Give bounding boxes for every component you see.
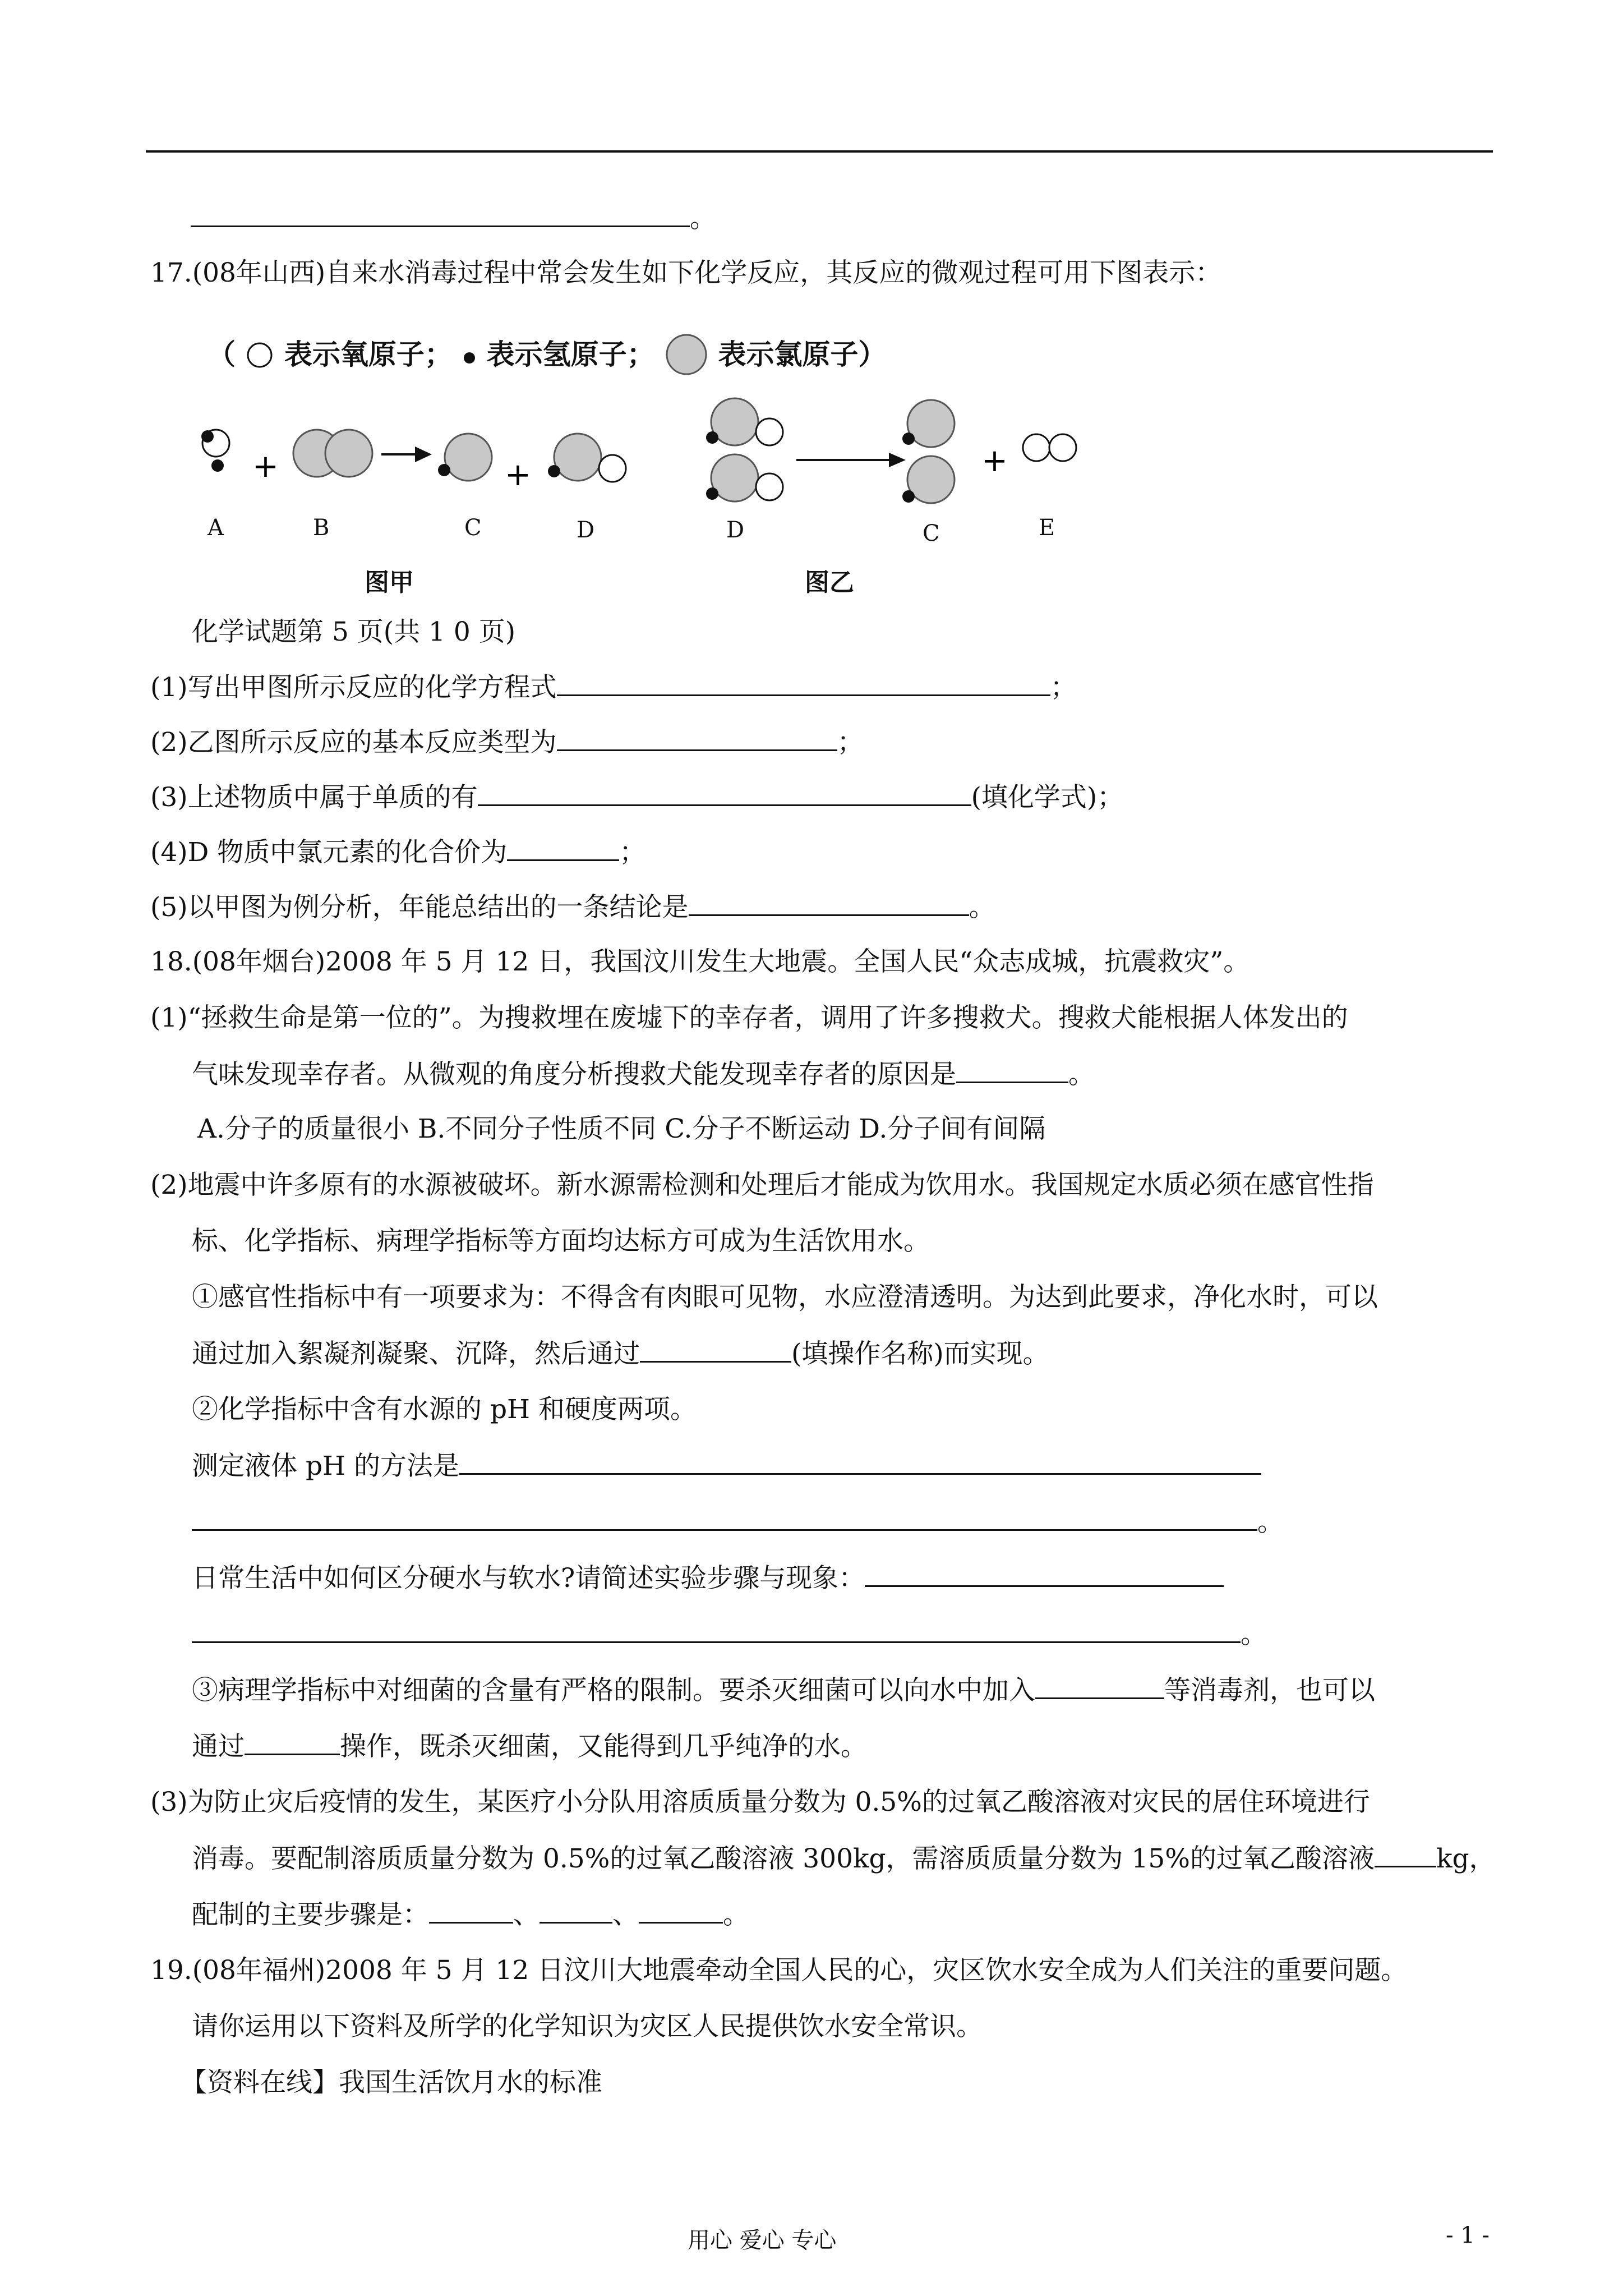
- question-18-2-cont: 标、化学指标、病理学指标等方面均达标方可成为生活饮用水。: [192, 1226, 930, 1257]
- question-18-2-hardness: 日常生活中如何区分硬水与软水?请简述实验步骤与现象：: [192, 1562, 1224, 1595]
- question-18-2-ph-cont: 。: [192, 1506, 1284, 1539]
- oxygen-atom-icon: [245, 341, 274, 370]
- question-19: 19.(08年福州)2008 年 5 月 12 日汶川大地震牵动全国人民的心，灾区饮水安全成为人们关注的重要问题。: [150, 1955, 1408, 1986]
- question-17: 17.(08年山西)自来水消毒过程中常会发生如下化学反应，其反应的微观过程可用下图表示：: [150, 257, 1222, 288]
- question-19-cont: 请你运用以下资料及所学的化学知识为灾区人民提供饮水安全常识。: [192, 2011, 983, 2042]
- answer-blank: [557, 726, 837, 751]
- molecule-c-pair: [902, 400, 955, 503]
- question-18-1-options: A.分子的质量很小 B.不同分子性质不同 C.分子不断运动 D.分子间有间隔: [197, 1114, 1046, 1144]
- molecule-b: [293, 430, 372, 477]
- molecule-d: [548, 434, 626, 482]
- label-a: A: [208, 515, 224, 541]
- question-18-2-item1-cont: 通过加入絮凝剂凝聚、沉降，然后通过 (填操作名称)而实现。: [192, 1338, 1049, 1369]
- question-18-2-item3-cont: 通过 操作，既杀灭细菌，又能得到几乎纯净的水。: [192, 1731, 867, 1762]
- answer-blank: [1035, 1674, 1164, 1699]
- reaction-diagram: [191, 387, 1144, 555]
- figure-caption-jia: 图甲: [365, 568, 414, 597]
- answer-blank: [192, 1506, 1257, 1531]
- answer-blank: [245, 1730, 340, 1755]
- question-18-3-cont: 消毒。要配制溶质质量分数为 0.5%的过氧乙酸溶液 300kg，需溶质质量分数为 15%的过氧乙酸溶液 kg，: [192, 1843, 1496, 1874]
- question-17-4: (4)D 物质中氯元素的化合价为 ；: [150, 837, 646, 868]
- answer-blank: [429, 1898, 513, 1924]
- answer-blank: [639, 1898, 723, 1924]
- question-18-2-hardness-cont: 。: [192, 1618, 1267, 1651]
- answer-blank: [689, 891, 969, 916]
- question-18-2-item3: ③病理学指标中对细菌的含量有严格的限制。要杀灭细菌可以向水中加入 等消毒剂，也可以: [192, 1675, 1375, 1706]
- answer-blank: [1375, 1842, 1436, 1867]
- label-c: C: [923, 521, 940, 546]
- label-d: D: [726, 517, 745, 543]
- header-rule: [146, 150, 1493, 153]
- answer-blank: [640, 1337, 791, 1363]
- plus-sign: +: [252, 448, 279, 485]
- molecule-d-pair: [706, 398, 783, 501]
- answer-blank: [956, 1058, 1068, 1083]
- answer-blank: [459, 1450, 1261, 1475]
- label-b: B: [313, 515, 330, 541]
- question-17-2: (2)乙图所示反应的基本反应类型为 ；: [150, 727, 864, 758]
- molecule-c: [438, 434, 492, 481]
- molecule-a: [201, 430, 229, 472]
- hydrogen-atom-icon: [462, 351, 477, 365]
- question-18-2-item2: ②化学指标中含有水源的 pH 和硬度两项。: [192, 1394, 697, 1425]
- chlorine-atom-icon: [665, 333, 708, 376]
- question-18-2-ph: 测定液体 pH 的方法是: [192, 1450, 1261, 1483]
- answer-blank: [191, 202, 690, 227]
- question-18-1-cont: 气味发现幸存者。从微观的角度分析搜救犬能发现幸存者的原因是 。: [192, 1059, 1095, 1090]
- reaction-arrow: [796, 453, 906, 467]
- page-number: - 1 -: [1446, 2223, 1490, 2248]
- question-18-2: (2)地震中许多原有的水源被破坏。新水源需检测和处理后才能成为饮用水。我国规定水质必须在感官性指: [150, 1170, 1374, 1200]
- page-note: 化学试题第 5 页(共 1 0 页): [192, 616, 516, 647]
- answer-blank: [192, 1618, 1241, 1643]
- answer-blank: [478, 781, 971, 806]
- question-17-1: (1)写出甲图所示反应的化学方程式 ；: [150, 672, 1077, 703]
- question-19-resource: 【资料在线】我国生活饮月水的标准: [181, 2067, 602, 2098]
- molecule-e: [1023, 434, 1076, 461]
- continuation-line: 。: [191, 202, 716, 235]
- answer-blank: [557, 671, 1050, 696]
- footer-motto: 用心 爱心 专心: [688, 2228, 837, 2253]
- diagram-legend: （ 表示氧原子； 表示氢原子； 表示氯原子）: [208, 332, 887, 376]
- answer-blank: [540, 1898, 612, 1924]
- label-c: C: [464, 515, 482, 541]
- question-18-3-steps: 配制的主要步骤是： 、 、 。: [192, 1899, 749, 1930]
- label-d: D: [577, 517, 595, 543]
- label-e: E: [1039, 515, 1055, 541]
- question-17-3: (3)上述物质中属于单质的有 (填化学式)；: [150, 782, 1124, 813]
- question-18-2-item1: ①感官性指标中有一项要求为：不得含有肉眼可见物，水应澄清透明。为达到此要求，净化水时，可以: [192, 1282, 1378, 1313]
- plus-sign: +: [981, 443, 1008, 479]
- question-18: 18.(08年烟台)2008 年 5 月 12 日，我国汶川发生大地震。全国人民“众志成城，抗震救灾”。: [150, 946, 1250, 977]
- answer-blank: [865, 1562, 1224, 1587]
- plus-sign: +: [505, 457, 531, 493]
- question-18-1: (1)“拯救生命是第一位的”。为搜救埋在废墟下的幸存者，调用了许多搜救犬。搜救犬能根据人体发出的: [150, 1002, 1348, 1033]
- answer-blank: [507, 836, 619, 861]
- figure-caption-yi: 图乙: [805, 568, 854, 597]
- question-17-5: (5)以甲图为例分析，年能总结出的一条结论是 。: [150, 892, 995, 923]
- reaction-arrow: [381, 447, 432, 462]
- question-18-3: (3)为防止灾后疫情的发生，某医疗小分队用溶质质量分数为 0.5%的过氧乙酸溶液对灾民的居住环境进行: [150, 1787, 1370, 1818]
